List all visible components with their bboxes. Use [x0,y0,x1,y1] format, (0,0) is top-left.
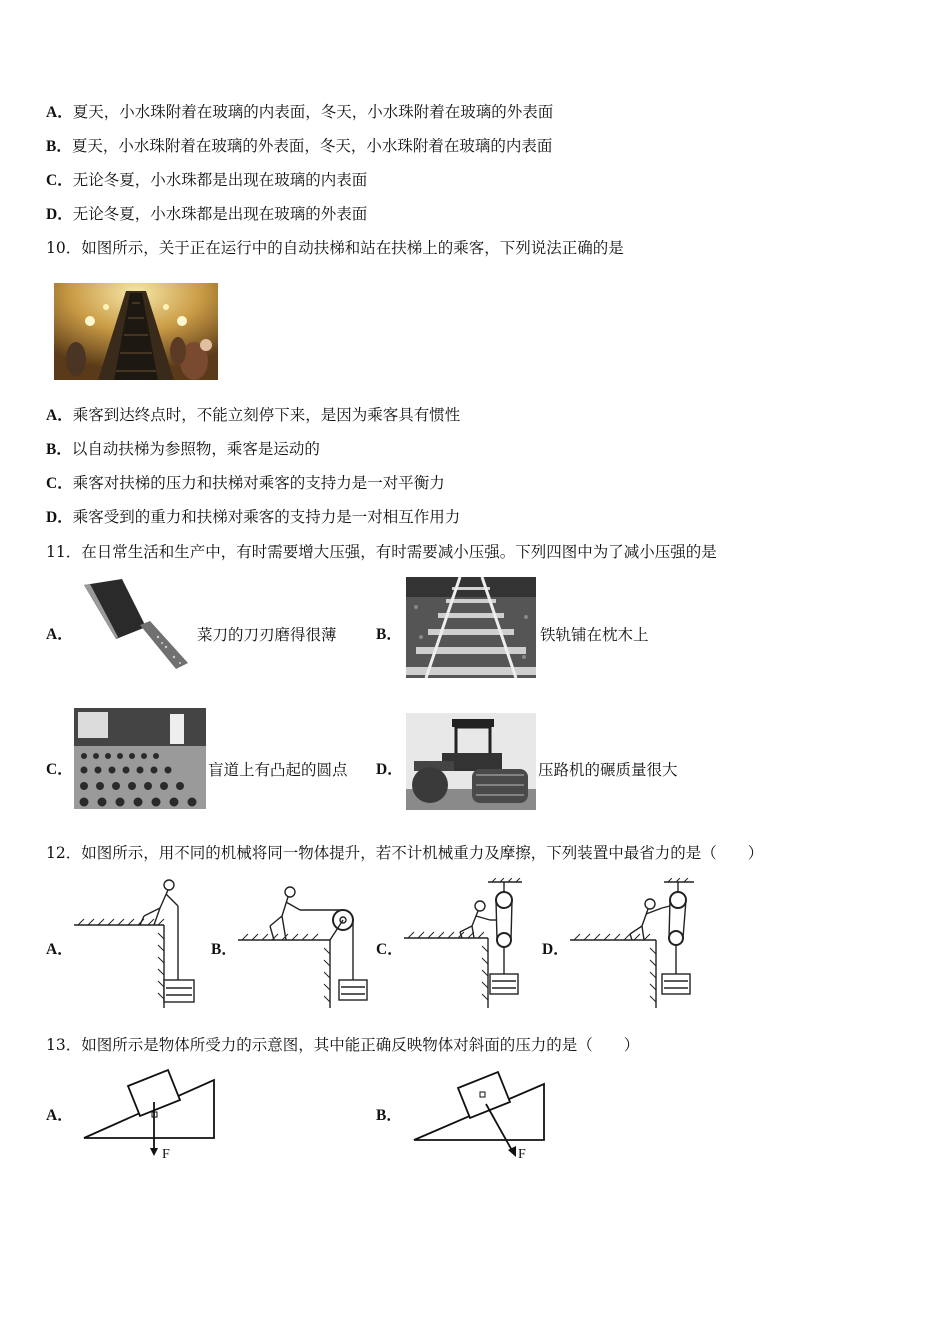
road-roller-photo [406,713,536,810]
machine-diagram-b [238,884,368,1008]
q12-option-b-label: B． [211,941,237,958]
q13-option-b-label: B． [376,1107,402,1124]
q10-option-a: A．乘客到达终点时，不能立刻停下来，是因为乘客具有惯性 [46,406,461,424]
q12-option-d-label: D． [542,941,569,958]
machine-diagram-c [404,878,529,1008]
q9-option-b: B．夏天，小水珠附着在玻璃的外表面，冬天，小水珠附着在玻璃的内表面 [46,137,553,155]
q12-stem: 12．如图所示，用不同的机械将同一物体提升，若不计机械重力及摩擦，下列装置中最省力的是（ ） [46,844,764,862]
q11-option-b-label: B． [376,626,402,643]
q10-option-d: D．乘客受到的重力和扶梯对乘客的支持力是一对相互作用力 [46,508,461,526]
q13-stem: 13．如图所示是物体所受力的示意图，其中能正确反映物体对斜面的压力的是（ ） [46,1036,640,1054]
q10-option-b: B．以自动扶梯为参照物，乘客是运动的 [46,440,320,458]
q13-option-a-label: A． [46,1107,73,1124]
railway-track-photo [406,577,536,678]
escalator-photo [54,283,218,380]
q12-option-c-label: C． [376,941,403,958]
kitchen-knife-photo [76,577,194,671]
q11-option-a-caption: 菜刀的刀刃磨得很薄 [197,626,337,644]
q11-option-c-caption: 盲道上有凸起的圆点 [208,761,348,779]
q11-stem: 11．在日常生活和生产中，有时需要增大压强，有时需要减小压强。下列四图中为了减小压强的是 [46,543,717,561]
q11-option-b-caption: 铁轨铺在枕木上 [540,626,649,644]
q11-option-c-label: C． [46,761,73,778]
incline-diagram-a [80,1064,220,1164]
q9-option-d: D．无论冬夏，小水珠都是出现在玻璃的外表面 [46,205,368,223]
incline-diagram-b [410,1064,550,1164]
force-label-a: F [162,1147,170,1162]
force-label-b: F [518,1147,526,1162]
q9-option-a: A．夏天，小水珠附着在玻璃的内表面，冬天，小水珠附着在玻璃的外表面 [46,103,554,121]
q11-option-a-label: A． [46,626,73,643]
q10-option-c: C．乘客对扶梯的压力和扶梯对乘客的支持力是一对平衡力 [46,474,445,492]
q9-option-c: C．无论冬夏，小水珠都是出现在玻璃的内表面 [46,171,368,189]
q11-option-d-label: D． [376,761,403,778]
q12-option-a-label: A． [46,941,73,958]
machine-diagram-d [570,878,695,1008]
q11-option-d-caption: 压路机的碾质量很大 [538,761,678,779]
q10-stem: 10．如图所示，关于正在运行中的自动扶梯和站在扶梯上的乘客，下列说法正确的是 [46,239,624,257]
machine-diagram-a [74,878,199,1008]
tactile-paving-photo [74,708,206,809]
